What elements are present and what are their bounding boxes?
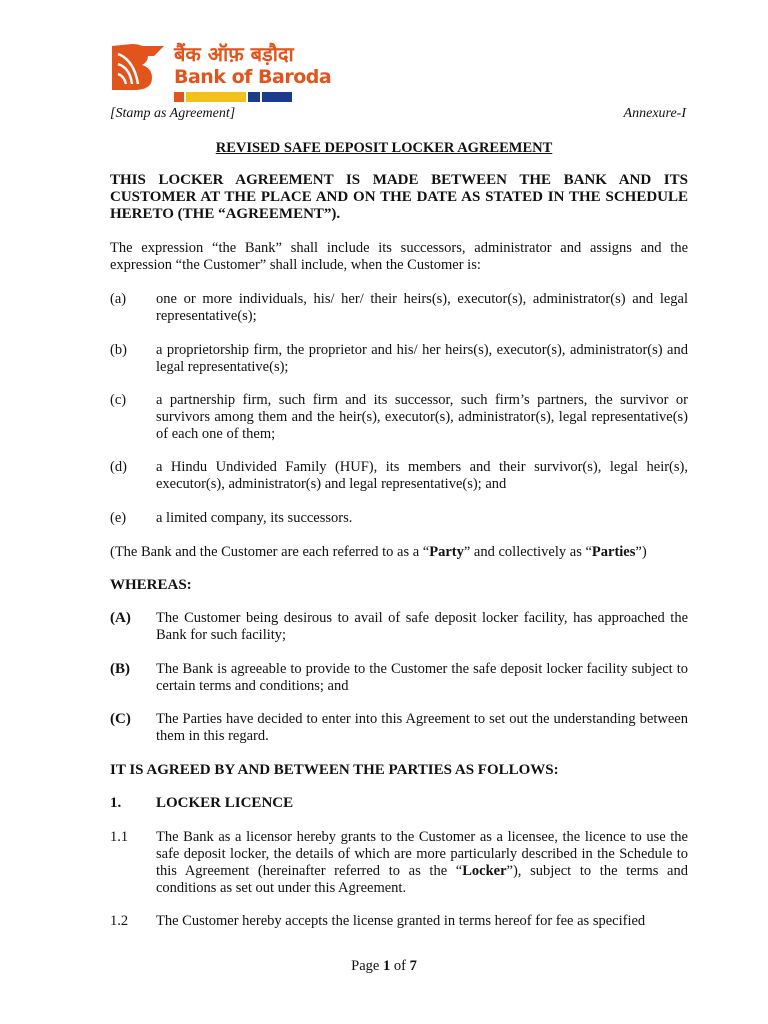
parties-prefix: (The Bank and the Customer are each referred to as a “	[110, 544, 430, 560]
logo-strip	[174, 92, 292, 102]
bank-of-baroda-logo-icon	[108, 40, 166, 92]
list-item-label: (e)	[110, 510, 127, 526]
list-item-label: (a)	[110, 291, 127, 307]
list-item-text: a Hindu Undivided Family (HUF), its members and their survivor(s), legal heir(s), executor(s), administrator(s) and legal representative(s); and	[156, 459, 688, 492]
list-item-label: (b)	[110, 342, 127, 358]
list-item-label: (c)	[110, 392, 127, 408]
clause-item	[110, 829, 688, 897]
recital-item	[110, 661, 688, 695]
clause-item	[110, 913, 688, 930]
list-item-text: a partnership firm, such firm and its successor, such firm’s partners, the survivor or survivors among them and the heir(s), executor(s), administrator(s), legal representative(s) of each one of them;	[156, 392, 688, 442]
page-footer	[0, 958, 768, 975]
list-item-text: a limited company, its successors.	[156, 510, 353, 526]
parties-paragraph	[110, 544, 688, 561]
list-item-text: a proprietorship firm, the proprietor and his/ her heirs(s), executor(s), administrator(s) and legal representative(s);	[156, 342, 688, 375]
locker-term: Locker	[462, 863, 507, 879]
list-item-text: one or more individuals, his/ her/ their heirs(s), executor(s), administrator(s) and legal representative(s);	[156, 291, 688, 324]
recital-item	[110, 610, 688, 644]
clause-label: 1.2	[110, 913, 129, 929]
intro-paragraph: THIS LOCKER AGREEMENT IS MADE BETWEEN THE BANK AND ITS CUSTOMER AT THE PLACE AND ON THE DATE AS STATED IN THE SCHEDULE HERETO (THE “AGREEMENT”).	[110, 172, 688, 222]
recital-label: (C)	[110, 711, 131, 727]
clause-text: The Customer hereby accepts the license granted in terms hereof for fee as specified	[156, 913, 646, 929]
stamp-note: [Stamp as Agreement]	[110, 106, 236, 121]
recital-item	[110, 711, 688, 745]
parties-middle: ” and collectively as “	[463, 544, 592, 560]
clause-text	[156, 829, 688, 897]
clause-label: 1.1	[110, 829, 129, 845]
recital-label: (A)	[110, 610, 131, 626]
list-item	[110, 459, 688, 493]
recital-text: The Customer being desirous to avail of safe deposit locker facility, has approached the Bank for such facility;	[156, 610, 688, 643]
page-word: Page	[351, 958, 380, 974]
list-item	[110, 510, 688, 527]
list-item-label: (d)	[110, 459, 127, 475]
list-item	[110, 392, 688, 443]
clause-text-after: ”), subject to the terms and conditions as set out under this Agreement.	[156, 863, 688, 896]
whereas-heading: WHEREAS:	[110, 577, 192, 593]
section-title: LOCKER LICENCE	[156, 795, 294, 811]
logo-hindi-text: बैंक ऑफ़ बड़ौदा	[174, 42, 294, 66]
clause-text-before: The Bank as a licensor hereby grants to the Customer as a licensee, the licence to use the safe deposit locker, the details of which are more particularly described in the Schedule to this Agreement (hereinafter referred to as the “	[156, 829, 688, 879]
recital-text: The Bank is agreeable to provide to the Customer the safe deposit locker facility subject to certain terms and conditions; and	[156, 661, 688, 694]
recital-text: The Parties have decided to enter into this Agreement to set out the understanding between them in this regard.	[156, 711, 688, 744]
annexure-label: Annexure-I	[623, 106, 686, 121]
of-word: of	[393, 958, 406, 974]
expression-paragraph: The expression “the Bank” shall include its successors, administrator and assigns and the expression “the Customer” shall include, when the Customer is:	[110, 240, 688, 273]
document-title: REVISED SAFE DEPOSIT LOCKER AGREEMENT	[215, 140, 553, 156]
parties-suffix: ”)	[635, 544, 647, 560]
party-term: Party	[429, 544, 464, 560]
agreed-heading: IT IS AGREED BY AND BETWEEN THE PARTIES AS FOLLOWS:	[110, 762, 559, 778]
list-item	[110, 342, 688, 376]
bank-logo	[108, 40, 332, 104]
list-item	[110, 291, 688, 325]
page-total: 7	[409, 958, 417, 974]
section-heading	[110, 795, 293, 812]
section-number: 1.	[110, 795, 122, 811]
recital-label: (B)	[110, 661, 130, 677]
logo-english-text: Bank of Baroda	[174, 66, 332, 88]
page-number: 1	[382, 958, 391, 974]
parties-term: Parties	[591, 544, 636, 560]
